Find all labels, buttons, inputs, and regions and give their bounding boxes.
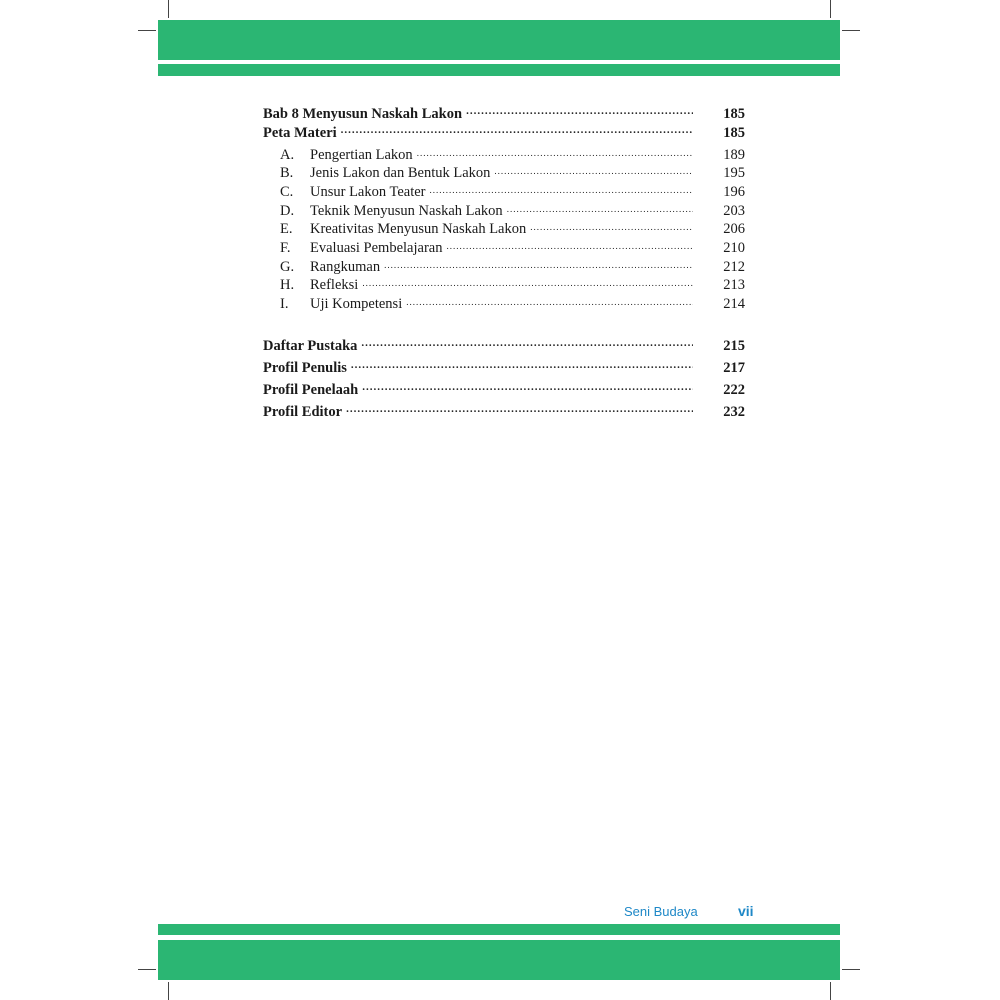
toc-entry-title: Bab 8 Menyusun Naskah Lakon: [263, 105, 463, 122]
toc-entry-title: Profil Penelaah: [263, 381, 359, 398]
toc-back-matter-entry[interactable]: [263, 401, 745, 423]
toc-spacer: [263, 312, 745, 335]
dot-leader: [429, 181, 693, 196]
dot-leader: [406, 294, 693, 309]
toc-section-entry[interactable]: [263, 181, 745, 200]
toc-entry-page: 206: [723, 221, 745, 238]
toc-section-letter: G.: [280, 258, 295, 275]
toc-entry-page: 212: [723, 258, 745, 275]
crop-mark: [138, 969, 156, 970]
footer-book-title: Seni Budaya: [624, 904, 698, 919]
toc-entry-title: Peta Materi: [263, 124, 337, 141]
toc-entry-page: 213: [723, 277, 745, 294]
toc-section-entry[interactable]: [263, 237, 745, 256]
toc-section-letter: A.: [280, 146, 295, 163]
dot-leader: [507, 200, 693, 215]
dot-leader: [361, 335, 693, 350]
toc-entry-title: Unsur Lakon Teater: [310, 183, 426, 200]
toc-back-matter-entry[interactable]: [263, 335, 745, 357]
crop-mark: [138, 30, 156, 31]
toc-section-letter: E.: [280, 221, 293, 238]
toc-entry-page: 203: [723, 202, 745, 219]
crop-mark: [842, 969, 860, 970]
toc-entry-page: 185: [723, 105, 745, 122]
dot-leader: [351, 357, 693, 372]
toc-entry-title: Profil Editor: [263, 403, 343, 420]
toc-entry-page: 195: [723, 165, 745, 182]
toc-entry-page: 217: [723, 359, 745, 376]
toc-entry-title: Pengertian Lakon: [310, 146, 413, 163]
toc-section-letter: F.: [280, 239, 291, 256]
dot-leader: [417, 144, 693, 159]
toc-section-letter: H.: [280, 277, 295, 294]
toc-entry-page: 189: [723, 146, 745, 163]
toc-entry-page: 196: [723, 183, 745, 200]
toc-entry-title: Profil Penulis: [263, 359, 347, 376]
crop-mark: [842, 30, 860, 31]
dot-leader: [362, 275, 693, 290]
toc-map-entry[interactable]: [263, 122, 745, 141]
footer-band: [158, 940, 840, 980]
toc-entry-title: Kreativitas Menyusun Naskah Lakon: [310, 221, 527, 238]
toc-section-letter: C.: [280, 183, 294, 200]
dot-leader: [466, 103, 693, 118]
header-stripe: [158, 64, 840, 76]
toc-section-entry[interactable]: [263, 275, 745, 294]
crop-mark: [830, 982, 831, 1000]
dot-leader: [530, 219, 693, 234]
toc-chapter-entry[interactable]: [263, 103, 745, 122]
toc-entry-page: 185: [723, 124, 745, 141]
toc-section-entry[interactable]: [263, 219, 745, 238]
crop-mark: [168, 0, 169, 18]
footer-page-number: vii: [738, 903, 754, 919]
toc-back-matter-entry[interactable]: [263, 357, 745, 379]
toc-entry-page: 214: [723, 296, 745, 312]
footer-stripe: [158, 924, 840, 935]
toc-entry-title: Rangkuman: [310, 258, 381, 275]
toc-section-entry[interactable]: [263, 163, 745, 182]
toc-entry-title: Uji Kompetensi: [310, 296, 403, 312]
toc-entry-page: 232: [723, 403, 745, 420]
toc-section-entry[interactable]: [263, 144, 745, 163]
toc-section-entry[interactable]: [263, 200, 745, 219]
toc-entry-title: Jenis Lakon dan Bentuk Lakon: [310, 165, 491, 182]
dot-leader: [362, 379, 693, 394]
toc-section-letter: B.: [280, 165, 294, 182]
header-band: [158, 20, 840, 60]
toc-section-letter: I.: [280, 296, 289, 312]
table-of-contents: [263, 103, 745, 423]
toc-entry-page: 222: [723, 381, 745, 398]
toc-entry-title: Daftar Pustaka: [263, 337, 358, 354]
crop-mark: [168, 982, 169, 1000]
toc-entry-page: 210: [723, 239, 745, 256]
toc-entry-title: Evaluasi Pembelajaran: [310, 239, 443, 256]
dot-leader: [384, 256, 693, 271]
dot-leader: [346, 401, 693, 416]
toc-entry-page: 215: [723, 337, 745, 354]
toc-back-matter-entry[interactable]: [263, 379, 745, 401]
toc-section-entry[interactable]: [263, 256, 745, 275]
toc-entry-title: Teknik Menyusun Naskah Lakon: [310, 202, 503, 219]
dot-leader: [341, 122, 693, 137]
toc-entry-title: Refleksi: [310, 277, 359, 294]
toc-section-entry[interactable]: [263, 294, 745, 313]
dot-leader: [446, 237, 693, 252]
crop-mark: [830, 0, 831, 18]
toc-section-letter: D.: [280, 202, 295, 219]
dot-leader: [494, 163, 693, 178]
